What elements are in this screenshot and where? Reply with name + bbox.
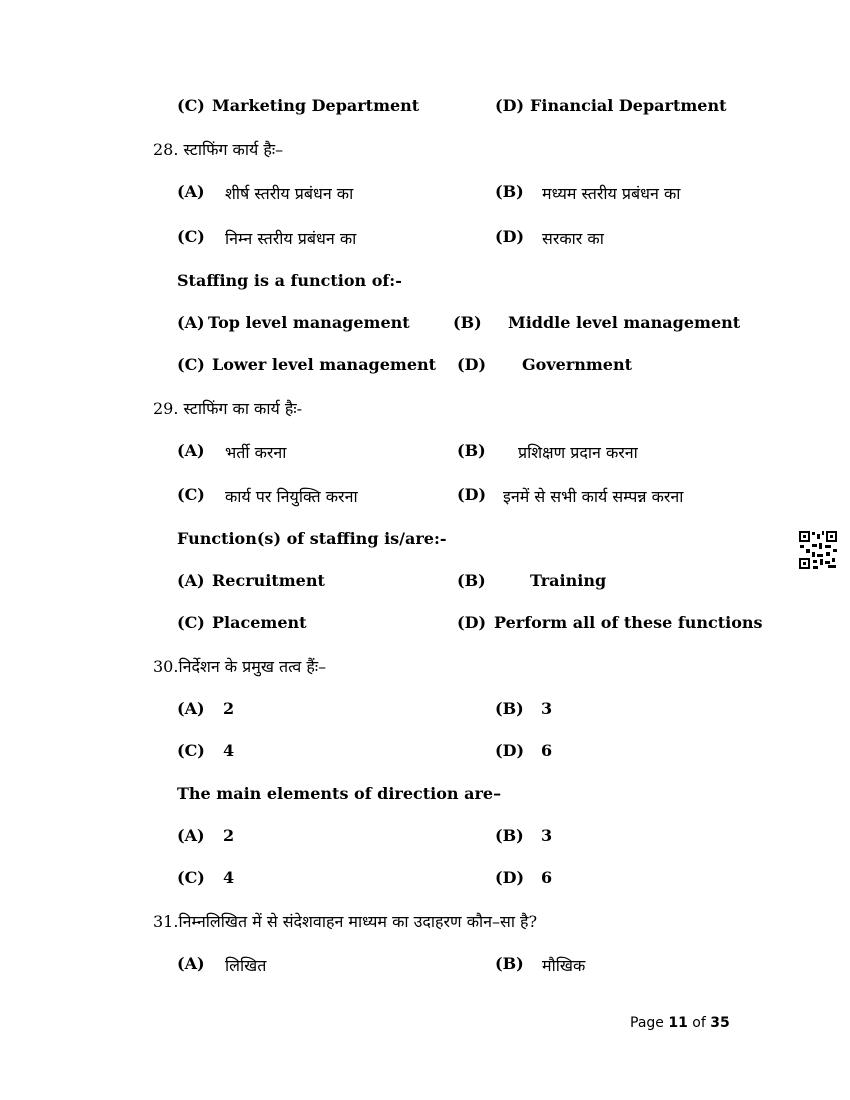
- question-text: Function(s) of staffing is/are:-: [177, 529, 447, 548]
- option-label: (C): [177, 96, 205, 115]
- question-text: The main elements of direction are–: [177, 784, 502, 803]
- question-text: 29. स्टाफिंग का कार्य हैः-: [153, 399, 302, 418]
- option-label: (C): [177, 741, 205, 760]
- option-text: Recruitment: [212, 571, 325, 590]
- option-text: सरकार का: [542, 229, 604, 248]
- option-text: Government: [522, 355, 633, 374]
- question-28-english: [0, 271, 850, 301]
- option-label: (B): [495, 182, 524, 201]
- option-text: 2: [223, 699, 235, 718]
- option-row: [0, 227, 850, 257]
- option-row: [0, 868, 850, 898]
- question-30-hindi: [0, 655, 850, 685]
- option-label: (B): [457, 571, 486, 590]
- option-row: [0, 313, 850, 343]
- option-text: 6: [541, 868, 553, 887]
- option-label: (A): [177, 182, 205, 201]
- option-label: (C): [177, 355, 205, 374]
- option-label: (C): [177, 613, 205, 632]
- option-text: Placement: [212, 613, 307, 632]
- page-of: of: [687, 1015, 711, 1031]
- option-text: Marketing Department: [212, 96, 420, 115]
- question-29-english: [0, 529, 850, 559]
- option-label: (A): [177, 826, 205, 845]
- option-row: [0, 571, 850, 601]
- question-text: 30.निर्देशन के प्रमुख तत्व हैंः–: [153, 657, 327, 676]
- option-label: (D): [457, 485, 487, 504]
- question-29-hindi: [0, 397, 850, 427]
- option-label: (C): [177, 868, 205, 887]
- page-number: [630, 1015, 730, 1031]
- option-text: मध्यम स्तरीय प्रबंधन का: [542, 184, 681, 203]
- option-label: (D): [457, 613, 487, 632]
- option-text: मौखिक: [542, 956, 586, 975]
- option-text: Perform all of these functions: [494, 613, 763, 632]
- option-row: [0, 96, 850, 126]
- total-pages: 35: [710, 1015, 730, 1031]
- option-text: 3: [541, 826, 553, 845]
- question-text: Staffing is a function of:-: [177, 271, 402, 290]
- option-text: शीर्ष स्तरीय प्रबंधन का: [225, 184, 354, 203]
- question-30-english: [0, 784, 850, 814]
- question-28-hindi: [0, 138, 850, 168]
- option-row: [0, 441, 850, 471]
- qr-code-icon: [798, 530, 838, 570]
- question-31-hindi: [0, 910, 850, 940]
- option-label: (C): [177, 485, 205, 504]
- option-text: इनमें से सभी कार्य सम्पन्न करना: [503, 487, 684, 506]
- option-label: (D): [457, 355, 487, 374]
- option-label: (A): [177, 441, 205, 460]
- option-text: Lower level management: [212, 355, 437, 374]
- option-row: [0, 613, 850, 643]
- option-label: (A): [177, 954, 205, 973]
- option-text: Middle level management: [508, 313, 741, 332]
- option-label: (A): [177, 571, 205, 590]
- option-row: [0, 485, 850, 515]
- option-label: (A): [177, 699, 205, 718]
- option-row: [0, 954, 850, 984]
- option-row: [0, 355, 850, 385]
- option-text: 3: [541, 699, 553, 718]
- option-row: [0, 699, 850, 729]
- option-text: 6: [541, 741, 553, 760]
- option-row: [0, 826, 850, 856]
- option-label: (C): [177, 227, 205, 246]
- question-text: 31.निम्नलिखित में से संदेशवाहन माध्यम का उदाहरण कौन–सा है?: [153, 912, 538, 931]
- option-text: लिखित: [225, 956, 267, 975]
- option-text: भर्ती करना: [225, 443, 287, 462]
- option-text: Financial Department: [530, 96, 727, 115]
- option-row: [0, 741, 850, 771]
- option-row: [0, 182, 850, 212]
- option-text: कार्य पर नियुक्ति करना: [225, 487, 358, 506]
- option-text: Training: [530, 571, 607, 590]
- option-label: (D): [495, 96, 525, 115]
- option-text: 4: [223, 741, 235, 760]
- option-text: 2: [223, 826, 235, 845]
- option-text: निम्न स्तरीय प्रबंधन का: [225, 229, 357, 248]
- option-label: (B): [457, 441, 486, 460]
- option-text: Top level management: [208, 313, 410, 332]
- page-prefix: Page: [630, 1015, 669, 1031]
- option-label: (B): [495, 954, 524, 973]
- option-label: (A): [177, 313, 205, 332]
- option-label: (B): [495, 699, 524, 718]
- option-label: (D): [495, 868, 525, 887]
- option-text: 4: [223, 868, 235, 887]
- question-text: 28. स्टाफिंग कार्य हैः–: [153, 140, 284, 159]
- option-text: प्रशिक्षण प्रदान करना: [518, 443, 638, 462]
- current-page: 11: [668, 1015, 688, 1031]
- option-label: (D): [495, 227, 525, 246]
- option-label: (D): [495, 741, 525, 760]
- option-label: (B): [495, 826, 524, 845]
- option-label: (B): [453, 313, 482, 332]
